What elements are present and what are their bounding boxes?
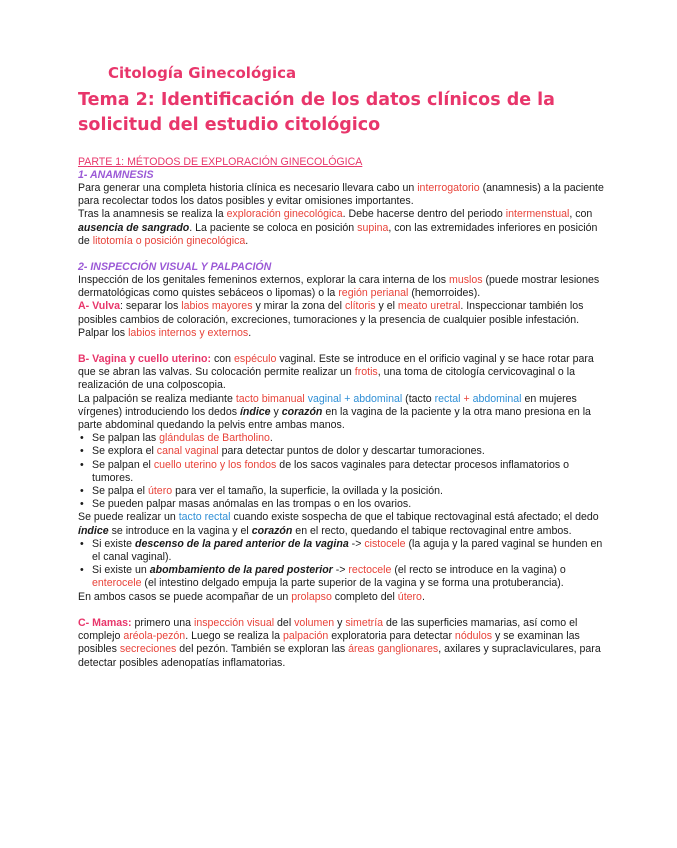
- list-item: • Si existe descenso de la pared anterior de la vagina -> cistocele (la aguja y la pared vaginal se hunden en el canal vaginal).: [92, 538, 605, 564]
- anamnesis-paragraph-1: Para generar una completa historia clínica es necesario llevara cabo un interrogatorio (anamnesis) a la paciente para recolectar todos los datos posibles y evitar omisiones importantes.: [78, 182, 604, 208]
- list-item: • Se pueden palpar masas anómalas en las trompas o en los ovarios.: [92, 498, 605, 511]
- anamnesis-paragraph-2: Tras la anamnesis se realiza la exploración ginecológica. Debe hacerse dentro del periodo intermenstual, con ausencia de sangrado. La paciente se coloca en posición supina, con las extremidades inferiores en posición de litotomía o posición ginecológica.: [78, 208, 598, 247]
- palpation-list: [78, 432, 605, 511]
- document-title: Citología Ginecológica: [108, 64, 297, 82]
- list-item: • Se palpan las glándulas de Bartholino.: [92, 432, 605, 445]
- mamas-paragraph: C- Mamas: primero una inspección visual del volumen y simetría de las superficies mamarias, así como el complejo aréola-pezón. Luego se realiza la palpación exploratoria para detectar nódulos y se examinan las posibles secreciones del pezón. También se exploran las áreas ganglionares, axilares y supraclaviculares, para detectar posibles adenopatías inflamatorias.: [78, 616, 601, 669]
- part-title: PARTE 1: MÉTODOS DE EXPLORACIÓN GINECOLÓGICA: [78, 156, 363, 168]
- document-subtitle: Tema 2: Identificación de los datos clínicos de la solicitud del estudio citológico: [78, 90, 555, 135]
- list-item: • Si existe un abombamiento de la pared posterior -> rectocele (el recto se introduce en la vagina) o enterocele (el intestino delgado empuja la parte superior de la vagina y se forma una protuberancia).: [92, 564, 605, 590]
- vagina-paragraph-2: La palpación se realiza mediante tacto bimanual vaginal + abdominal (tacto rectal + abdominal en mujeres vírgenes) introduciendo los dedos índice y corazón en la vagina de la paciente y la otra mano presiona en la parte abdominal quedando la pelvis entre ambas manos.: [78, 392, 591, 432]
- vulva-paragraph: A- Vulva: separar los labios mayores y mirar la zona del clítoris y el meato uretral. Inspeccionar también los posibles cambios de coloración, excreciones, tumoraciones y la presencia de cualquier posible infestación. Palpar los labios internos y externos.: [78, 300, 584, 339]
- inspeccion-paragraph: Inspección de los genitales femeninos externos, explorar la cara interna de los muslos (puede mostrar lesiones dermatológicas como quistes sebáceos o lipomas) o la región perianal (hemorroides).: [78, 274, 600, 300]
- vagina-paragraph-4: En ambos casos se puede acompañar de un prolapso completo del útero.: [78, 590, 425, 603]
- list-item: • Se palpa el útero para ver el tamaño, la superficie, la ovillada y la posición.: [92, 485, 605, 498]
- section-title-inspeccion: 2- INSPECCIÓN VISUAL Y PALPACIÓN: [78, 261, 272, 274]
- prolapse-list: [78, 538, 605, 591]
- section-title-anamnesis: 1- ANAMNESIS: [78, 169, 154, 181]
- list-item: • Se palpan el cuello uterino y los fondos de los sacos vaginales para detectar procesos inflamatorios o tumores.: [92, 459, 605, 485]
- vagina-paragraph-3: Se puede realizar un tacto rectal cuando existe sospecha de que el tabique rectovaginal está afectado; el dedo índice se introduce en la vagina y el corazón en el recto, quedando el tabique rectovaginal entre ambos.: [78, 511, 599, 537]
- vagina-paragraph-1: B- Vagina y cuello uterino: con espéculo vaginal. Este se introduce en el orificio vaginal y se hace rotar para que se abran las valvas. Su colocación permite realizar un frotis, una toma de citología cervicovaginal o la realización de una colposcopia.: [78, 353, 594, 392]
- list-item: • Se explora el canal vaginal para detectar puntos de dolor y descartar tumoraciones.: [92, 445, 605, 458]
